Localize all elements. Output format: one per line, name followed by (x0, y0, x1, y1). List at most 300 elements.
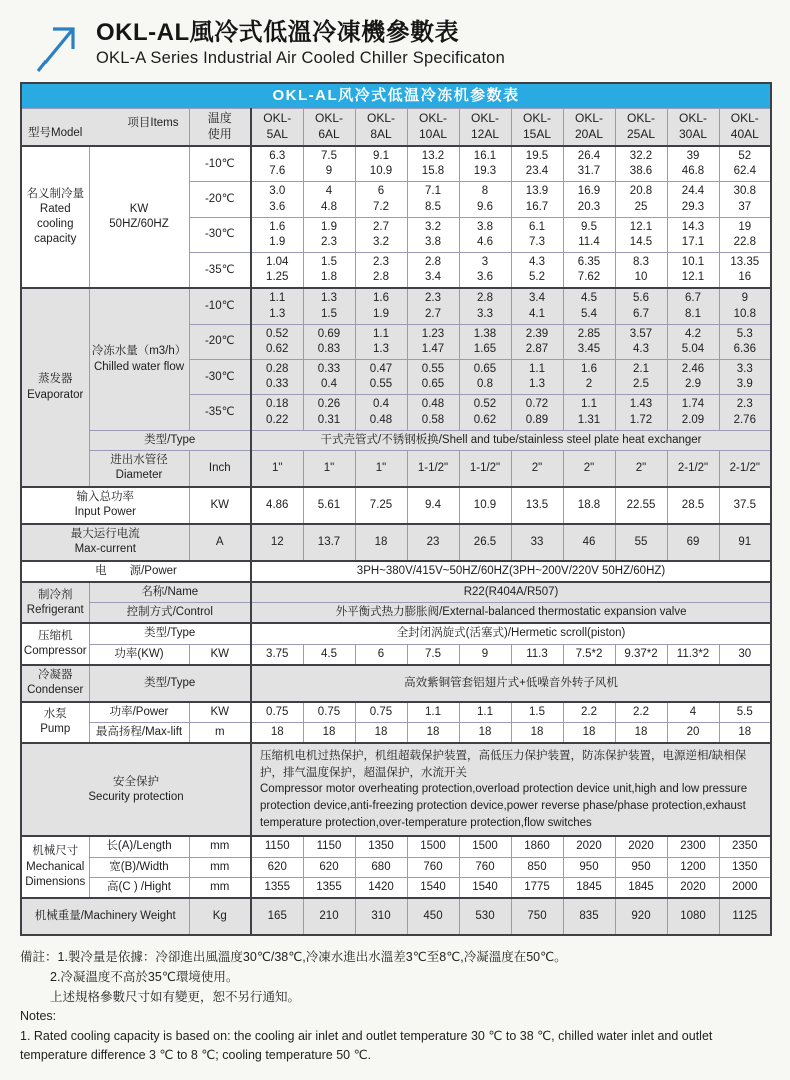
text-line: 1.6 (269, 220, 286, 233)
cooling-capacity-row (21, 146, 771, 182)
temp-label: -30℃ (189, 217, 251, 252)
value-cell: 33 (511, 524, 563, 561)
value-cell: 28.5 (667, 487, 719, 524)
value-cell: 18 (303, 722, 355, 743)
value-cell (251, 217, 303, 252)
text-line: 19 (738, 220, 752, 233)
masthead (20, 8, 770, 82)
text-line: 24.4 (681, 185, 705, 198)
text-line: 10.1 (681, 256, 705, 269)
text-line: Dimensions (25, 875, 86, 888)
value-cell: 13.5 (511, 487, 563, 524)
text-line: 名义制冷量 (26, 187, 84, 200)
text-line: OKL- (263, 111, 292, 126)
text-line: 2.5 (633, 378, 649, 391)
value-cell: 55 (615, 524, 667, 561)
text-line: 3.2 (425, 220, 441, 233)
text-line: 29.3 (681, 200, 705, 213)
machinery-weight-row (21, 898, 771, 935)
text-line: 0.72 (525, 398, 549, 411)
text-line: 2.76 (733, 413, 756, 426)
value-cell: 2" (615, 450, 667, 487)
value-cell: 2.2 (563, 702, 615, 723)
text-line: 2.9 (685, 378, 701, 391)
value-cell (459, 253, 511, 289)
text-line: 30.8 (733, 185, 756, 198)
text-line: 1.9 (269, 235, 286, 248)
text-line: 3 (481, 256, 489, 269)
width-row (21, 857, 771, 877)
text-line: 1.31 (577, 413, 601, 426)
text-line: 1.1 (529, 363, 545, 376)
text-line: 8 (481, 185, 489, 198)
text-line: 5.04 (681, 342, 705, 355)
text-line: 机械尺寸 (32, 845, 79, 858)
value-cell (251, 146, 303, 182)
text-line: 6.7 (633, 307, 649, 320)
text-line: 50HZ/60HZ (109, 218, 169, 231)
unit-label: Inch (189, 450, 251, 487)
item-label: 控制方式/Control (89, 603, 251, 624)
text-line: Compressor (23, 645, 87, 658)
temp-usage-header (189, 109, 251, 147)
value-cell: 310 (355, 898, 407, 935)
value-cell: 1-1/2" (459, 450, 511, 487)
value-cell (303, 146, 355, 182)
value-cell: 18 (719, 722, 771, 743)
value-cell (251, 253, 303, 289)
value-cell: 1" (303, 450, 355, 487)
text-line: 0.62 (266, 342, 289, 355)
text-line: 23.4 (525, 165, 549, 178)
arrow-up-right-icon (36, 20, 82, 72)
text-line: 8.1 (685, 307, 701, 320)
value-cell: 1355 (303, 877, 355, 898)
value-cell (615, 395, 667, 430)
text-line: 19.3 (473, 165, 497, 178)
text-line: 水泵 (43, 708, 67, 721)
text-line: 11.4 (578, 235, 600, 248)
page-title: OKL-AL風冷式低溫冷凍機參數表 (96, 19, 460, 46)
text-line: 蒸发器 (38, 373, 73, 386)
value-cell (667, 288, 719, 324)
text-line: 20.8 (629, 185, 653, 198)
value-cell (667, 395, 719, 430)
text-line: 2.09 (681, 413, 705, 426)
text-line: 冷冻水量（m3/h） (91, 345, 187, 358)
text-line: 2.3 (321, 235, 337, 248)
model-header (719, 109, 771, 147)
value-cell: 1080 (667, 898, 719, 935)
text-line: Refrigerant (26, 603, 84, 616)
text-line: 0.52 (266, 327, 289, 340)
value-cell (407, 182, 459, 217)
value-cell (615, 253, 667, 289)
text-line: 6.35 (577, 256, 601, 269)
text-line: 2.3 (736, 398, 753, 411)
text-line: 0.55 (421, 363, 445, 376)
value-cell: 37.5 (719, 487, 771, 524)
value-cell (563, 395, 615, 430)
text-line: 4.5 (581, 292, 597, 305)
text-line: Compressor motor overheating protection,overload protection device unit,high and low pressure protection device,anti-freezing protection device,power reverse phase/phase protection,exhaust temperature protection,over-temperature protection,flow switches (260, 783, 748, 829)
text-line: 压缩机电机过热保护，机组超载保护装置，高低压力保护装置，防冻保护装置，电源逆相/缺相保护，排气温度保护，超温保护，水流开关 (260, 750, 747, 779)
value-cell: 1540 (407, 877, 459, 898)
text-line: 8.5 (425, 200, 441, 213)
chilled-water-flow-row (21, 288, 771, 324)
value-cell (563, 182, 615, 217)
value-cell (407, 324, 459, 359)
value-span: 外平衡式热力膨胀阀/External-balanced thermostatic expansion valve (251, 603, 771, 624)
text-line: 0.65 (473, 363, 497, 376)
value-cell (563, 360, 615, 395)
text-line: 1.3 (269, 307, 286, 320)
item-label (21, 487, 189, 524)
value-cell: 22.55 (615, 487, 667, 524)
text-line: 2.46 (681, 363, 705, 376)
temp-label: -30℃ (189, 360, 251, 395)
value-cell (355, 182, 407, 217)
value-cell: 620 (303, 857, 355, 877)
text-line: Mechanical (26, 860, 85, 873)
section-label (21, 288, 89, 487)
length-row (21, 836, 771, 857)
text-line: 制冷剂 (38, 588, 73, 601)
text-line: 37 (738, 200, 752, 213)
item-label (89, 146, 189, 288)
value-cell (615, 360, 667, 395)
text-line: 3.9 (736, 378, 753, 391)
item-label: 功率/Power (89, 702, 189, 723)
text-line: OKL- (522, 111, 551, 126)
value-cell: 9.4 (407, 487, 459, 524)
value-cell (615, 182, 667, 217)
text-line: 1.72 (629, 413, 653, 426)
text-line: 9.1 (373, 150, 389, 162)
text-line: 6.1 (529, 220, 545, 233)
table-title: OKL-AL风冷式低温冷冻机参数表 (21, 83, 771, 109)
text-line: Rated (39, 203, 71, 216)
text-line: 6.36 (733, 342, 756, 355)
text-line: 9 (325, 165, 333, 178)
unit-label: mm (189, 877, 251, 898)
text-line: 压缩机 (38, 629, 73, 642)
value-cell: 835 (563, 898, 615, 935)
value-cell: 760 (407, 857, 459, 877)
text-line: 25 (634, 200, 648, 213)
item-label: 功率(KW) (89, 644, 189, 665)
text-line: 2.8 (477, 292, 493, 305)
temp-label: -10℃ (189, 146, 251, 182)
value-cell: 69 (667, 524, 719, 561)
text-line: 12.1 (629, 220, 653, 233)
value-cell: 0.75 (251, 702, 303, 723)
text-line: 7.1 (425, 185, 441, 198)
text-line: 0.83 (317, 342, 341, 355)
value-cell (407, 217, 459, 252)
value-cell: 620 (251, 857, 303, 877)
text-line: 3.0 (269, 185, 286, 198)
value-cell: 4.86 (251, 487, 303, 524)
text-line: 13.9 (525, 185, 549, 198)
value-cell (459, 288, 511, 324)
item-label: 高(C ) /Hight (89, 877, 189, 898)
value-cell: 1.1 (459, 702, 511, 723)
pump-power-row (21, 702, 771, 723)
text-line: 25AL (626, 127, 656, 141)
value-cell: 18.8 (563, 487, 615, 524)
text-line: 1.5 (321, 307, 337, 320)
value-cell (719, 360, 771, 395)
text-line: 1.65 (473, 342, 497, 355)
value-cell: 3.75 (251, 644, 303, 665)
text-line: OKL- (418, 111, 447, 126)
value-cell: 46 (563, 524, 615, 561)
text-line: 16.9 (577, 185, 601, 198)
value-cell (511, 182, 563, 217)
unit-label: KW (189, 702, 251, 723)
value-cell: 1845 (615, 877, 667, 898)
value-cell (251, 182, 303, 217)
input-power-row (21, 487, 771, 524)
value-cell: 4 (667, 702, 719, 723)
value-cell: 1150 (251, 836, 303, 857)
value-cell: 1150 (303, 836, 355, 857)
value-cell (719, 288, 771, 324)
text-line: 2 (585, 378, 593, 391)
text-line: 0.28 (266, 363, 289, 376)
text-line: 32.2 (629, 150, 653, 162)
text-line: 0.65 (421, 378, 445, 391)
text-line: 20.3 (577, 200, 601, 213)
evaporator-type-row (21, 430, 771, 450)
value-cell (667, 324, 719, 359)
value-cell: 2.2 (615, 702, 667, 723)
height-row (21, 877, 771, 898)
text-line: 2.39 (525, 327, 549, 340)
value-cell (719, 146, 771, 182)
value-cell: 5.61 (303, 487, 355, 524)
unit-label: Kg (189, 898, 251, 935)
unit-label: A (189, 524, 251, 561)
value-cell (303, 253, 355, 289)
text-line: 1.47 (421, 342, 445, 355)
value-cell (719, 217, 771, 252)
value-cell (459, 182, 511, 217)
column-header-row (21, 109, 771, 147)
text-line: 7.3 (529, 235, 545, 248)
value-cell: 750 (511, 898, 563, 935)
text-line: OKL- (626, 111, 655, 126)
value-cell (355, 217, 407, 252)
value-cell (459, 395, 511, 430)
value-cell: 23 (407, 524, 459, 561)
compressor-power-row (21, 644, 771, 665)
value-cell (303, 182, 355, 217)
value-cell: 165 (251, 898, 303, 935)
text-line: 1.6 (373, 292, 389, 305)
temp-label: -35℃ (189, 253, 251, 289)
value-cell: 7.25 (355, 487, 407, 524)
value-cell: 18 (615, 722, 667, 743)
text-line: 4.6 (477, 235, 493, 248)
text-line: 1.04 (266, 256, 289, 269)
text-line: 2.3 (425, 292, 441, 305)
text-line: 1.6 (581, 363, 597, 376)
text-line: 0.48 (369, 413, 393, 426)
value-cell (563, 253, 615, 289)
unit-label: KW (189, 487, 251, 524)
value-cell (667, 360, 719, 395)
value-cell (355, 146, 407, 182)
text-line: 40AL (730, 127, 759, 141)
value-cell (407, 146, 459, 182)
value-cell: 850 (511, 857, 563, 877)
text-line: 22.8 (733, 235, 756, 248)
text-line: 6AL (318, 127, 340, 141)
text-line: 0.22 (266, 413, 289, 426)
value-cell: 20 (667, 722, 719, 743)
temp-label: -20℃ (189, 182, 251, 217)
value-span: 干式壳管式/不锈钢板换/Shell and tube/stainless steel plate heat exchanger (251, 430, 771, 450)
item-label: 长(A)/Length (89, 836, 189, 857)
text-line: 20AL (574, 127, 604, 141)
text-line: 9.5 (581, 220, 597, 233)
value-cell: 2-1/2" (719, 450, 771, 487)
value-span: 全封闭涡旋式(活塞式)/Hermetic scroll(piston) (251, 623, 771, 644)
text-line: 6.7 (685, 292, 701, 305)
value-cell (615, 217, 667, 252)
value-cell: 13.7 (303, 524, 355, 561)
text-line: 46.8 (681, 165, 705, 178)
text-line: 4.3 (633, 342, 649, 355)
text-line: 15.8 (421, 165, 445, 178)
text-line: 12.1 (681, 271, 705, 284)
text-line: 0.33 (266, 378, 289, 391)
text-line: Chilled water flow (93, 360, 185, 373)
value-cell (303, 217, 355, 252)
item-label: 宽(B)/Width (89, 857, 189, 877)
value-cell: 2000 (719, 877, 771, 898)
text-line: 0.69 (317, 327, 341, 340)
model-header (251, 109, 303, 147)
corner-items-label: 项目Items (127, 117, 179, 129)
value-cell (459, 217, 511, 252)
text-line: 3.45 (577, 342, 601, 355)
text-line: 4 (325, 185, 333, 198)
value-span: R22(R404A/R507) (251, 582, 771, 603)
text-line: 1.5 (321, 256, 337, 269)
item-label: 最高扬程/Max-lift (89, 722, 189, 743)
value-cell: 91 (719, 524, 771, 561)
compressor-type-row (21, 623, 771, 644)
model-header (355, 109, 407, 147)
section-label (21, 836, 89, 898)
text-line: 5.3 (736, 327, 753, 340)
text-line: 0.18 (266, 398, 289, 411)
text-line: 0.52 (473, 398, 497, 411)
text-line: 4.1 (529, 307, 545, 320)
text-line: OKL- (314, 111, 343, 126)
text-line: 0.58 (421, 413, 445, 426)
text-line: 1.23 (421, 327, 445, 340)
text-line: 13.2 (421, 150, 445, 162)
text-line: 2.8 (373, 271, 389, 284)
text-line: 最大运行电流 (70, 528, 140, 541)
value-cell: 5.5 (719, 702, 771, 723)
value-cell (615, 288, 667, 324)
text-line: 7.5 (321, 150, 337, 162)
text-line: 3.3 (736, 363, 753, 376)
text-line: 1.3 (529, 378, 545, 391)
value-cell: 1420 (355, 877, 407, 898)
text-line: 2.7 (425, 307, 441, 320)
model-header (459, 109, 511, 147)
unit-label: KW (189, 644, 251, 665)
text-line: 0.62 (473, 413, 497, 426)
value-cell (251, 288, 303, 324)
value-cell: 1540 (459, 877, 511, 898)
value-cell: 26.5 (459, 524, 511, 561)
value-cell: 450 (407, 898, 459, 935)
value-cell: 1500 (459, 836, 511, 857)
value-cell: 920 (615, 898, 667, 935)
text-line: 30AL (678, 127, 708, 141)
temp-label: -10℃ (189, 288, 251, 324)
condenser-type-row (21, 665, 771, 702)
text-line: 62.4 (733, 165, 756, 178)
text-line: 12AL (470, 127, 500, 141)
value-cell: 12 (251, 524, 303, 561)
value-cell: 7.5*2 (563, 644, 615, 665)
item-label (21, 524, 189, 561)
text-line: 2.7 (373, 220, 389, 233)
section-label (21, 702, 89, 743)
value-cell (719, 395, 771, 430)
notes (20, 948, 770, 1065)
model-header (667, 109, 719, 147)
text-line: 1.3 (373, 342, 389, 355)
value-cell: 680 (355, 857, 407, 877)
value-cell (407, 360, 459, 395)
text-line: 0.31 (317, 413, 341, 426)
item-label (89, 450, 189, 487)
corner-model-label: 型号Model (28, 126, 83, 139)
temp-label: -20℃ (189, 324, 251, 359)
value-cell: 9 (459, 644, 511, 665)
value-cell: 760 (459, 857, 511, 877)
text-line: 2.8 (425, 256, 441, 269)
notes-label: Notes: (20, 1009, 57, 1024)
value-cell: 30 (719, 644, 771, 665)
note-line-en: 1. Rated cooling capacity is based on: the cooling air inlet and outlet temperature 30 ℃ to 38 ℃, chilled water inlet and outlet temperature difference 3 ℃ to 8 ℃; cooling temperature 50 ℃. (20, 1029, 713, 1062)
security-protection-label (21, 743, 251, 836)
text-line: 4.8 (321, 200, 337, 213)
note-line-zh: 上述規格參數尺寸如有變更，恕不另行通知。 (50, 989, 301, 1004)
section-label (21, 582, 89, 623)
text-line: 14.5 (629, 235, 653, 248)
text-line: 5.6 (633, 292, 649, 305)
value-cell (563, 217, 615, 252)
machinery-weight-label: 机械重量/Machinery Weight (21, 898, 189, 935)
value-cell (667, 182, 719, 217)
text-line: Pump (40, 723, 71, 736)
text-line: 16.1 (473, 150, 497, 162)
value-cell: 1350 (719, 857, 771, 877)
note-line-zh: 備註：1.製冷量是依據：冷卻進出風溫度30℃/38℃,冷凍水進出水溫差3℃至8℃,冷凝溫度在50℃。 (20, 950, 567, 964)
text-line: 2.1 (633, 363, 649, 376)
max-current-row (21, 524, 771, 561)
